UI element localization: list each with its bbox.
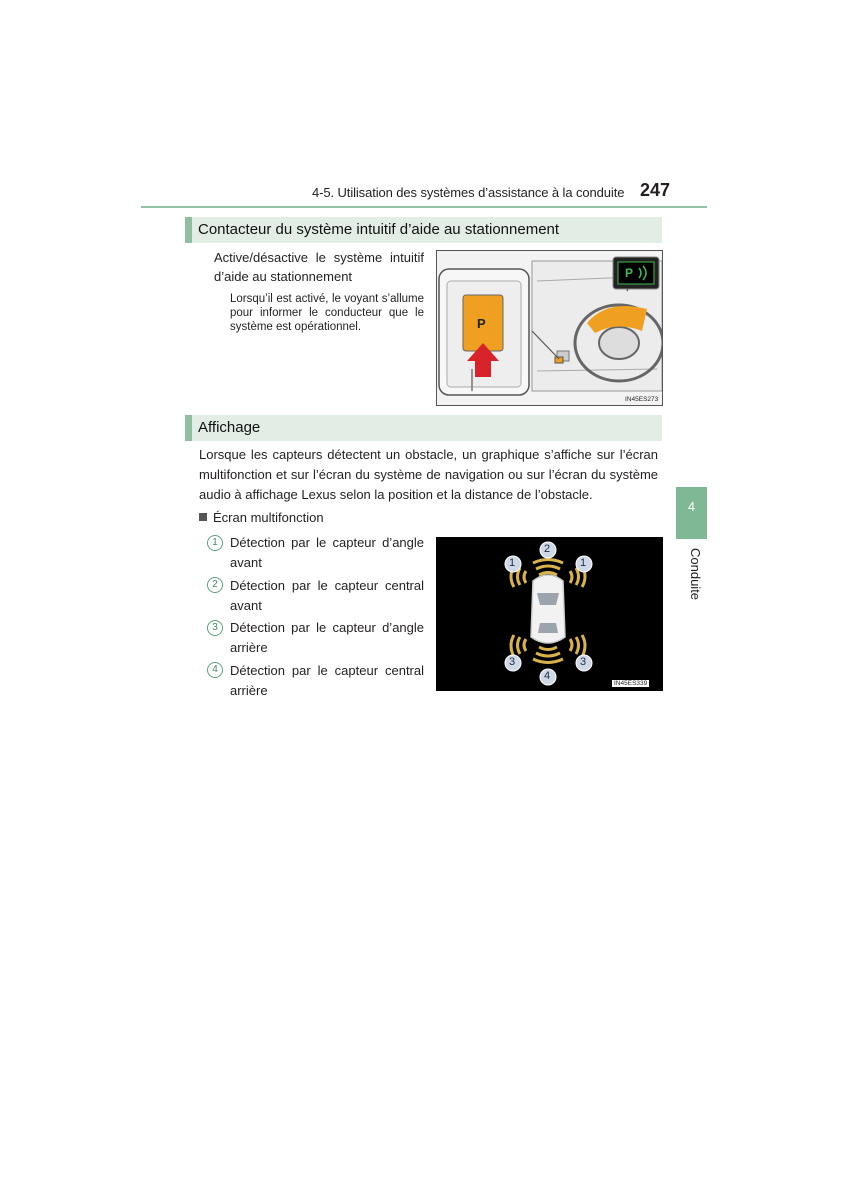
item-4-line1: Détection par le capteur central — [230, 663, 424, 678]
section-heading-switch: Contacteur du système intuitif d’aide au stationnement — [185, 217, 662, 243]
multifunction-subheading — [199, 508, 324, 528]
item-number-3: 3 — [207, 620, 223, 636]
item-number-4: 4 — [207, 662, 223, 678]
label-rear-right: 3 — [580, 656, 587, 668]
item-number-1: 1 — [207, 535, 223, 551]
subheading-text: Écran multifonction — [213, 510, 324, 525]
display-paragraph-line3: audio à affichage Lexus selon la position et la distance de l’obstacle. — [199, 487, 593, 502]
display-paragraph-line1: Lorsque les capteurs détectent un obstacle, un graphique s’affiche sur l’écran — [199, 447, 658, 462]
running-header: 4-5. Utilisation des systèmes d’assistance à la conduite — [312, 185, 625, 200]
switch-p-label: P — [477, 316, 486, 331]
label-front-right: 1 — [580, 557, 587, 569]
chapter-tab — [676, 487, 707, 539]
square-bullet-icon — [199, 513, 207, 521]
page-number: 247 — [640, 180, 671, 200]
switch-description-line2: d’aide au stationnement — [214, 269, 353, 284]
label-rear-center: 4 — [544, 670, 551, 682]
chapter-label: Conduite — [688, 548, 703, 601]
figure-code-2: IN45ES339 — [614, 680, 648, 687]
sensor-display-illustration — [436, 537, 663, 691]
item-number-2: 2 — [207, 577, 223, 593]
label-front-left: 1 — [509, 557, 516, 569]
chapter-number: 4 — [687, 499, 696, 514]
switch-note-line1: Lorsqu’il est activé, le voyant s’allume — [230, 293, 424, 305]
section-heading-display: Affichage — [185, 415, 662, 441]
item-1-line1: Détection par le capteur d’angle — [230, 535, 424, 550]
indicator-p-label: P — [625, 266, 634, 280]
switch-location-figure — [436, 250, 663, 406]
item-3-line2: arrière — [230, 640, 268, 655]
switch-note-line3: système est opérationnel. — [230, 321, 362, 333]
label-front-center: 2 — [544, 543, 551, 555]
figure-code-1: IN45ES273 — [625, 396, 659, 403]
item-2-line1: Détection par le capteur central — [230, 578, 424, 593]
item-4-line2: arrière — [230, 683, 268, 698]
header-rule — [141, 206, 707, 208]
item-3-line1: Détection par le capteur d’angle — [230, 620, 424, 635]
item-1-line2: avant — [230, 555, 262, 570]
item-2-line2: avant — [230, 598, 262, 613]
label-rear-left: 3 — [509, 656, 516, 668]
switch-description-line1: Active/désactive le système intuitif — [214, 250, 424, 265]
display-paragraph-line2: multifonction et sur l’écran du système de navigation ou sur l’écran du système — [199, 467, 658, 482]
multifunction-display-figure — [436, 537, 663, 691]
switch-note-line2: pour informer le conducteur que le — [230, 307, 424, 319]
